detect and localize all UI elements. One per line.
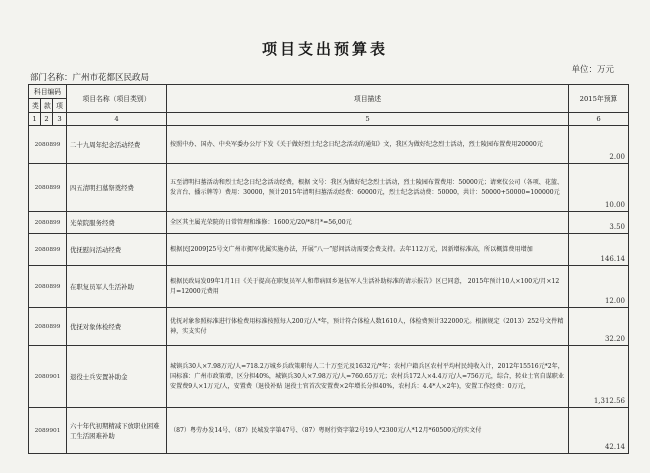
budget-header: 2015年预算: [569, 85, 629, 113]
col-number: 5: [167, 113, 569, 126]
row-name: 在职复员军人生活补助: [67, 266, 167, 308]
table-row: [29, 408, 629, 454]
row-description: 根据民[2009]25号文广州市拥军优属实施办法，开展“八一”慰问活动需要会费支持。去年112万元，因新增标准高，所以概算费用增加: [167, 234, 569, 266]
row-amount: 10.00: [569, 164, 629, 212]
sub-header: 项: [53, 99, 67, 113]
col-number: 2: [41, 113, 53, 126]
row-name: 优抚对象体检经费: [67, 308, 167, 346]
row-name: 退役士兵安置补助金: [67, 346, 167, 408]
row-amount: 146.14: [569, 234, 629, 266]
row-code: 2080899: [29, 126, 67, 164]
col-number: 1: [29, 113, 41, 126]
row-amount: 42.14: [569, 408, 629, 454]
row-code: 2080899: [29, 266, 67, 308]
row-description: （87）粤劳办发14号、（87）民城发字第47号、（87）粤财行资字第2号19人*2300元/人*12月*60500元的实文付: [167, 408, 569, 454]
row-amount: 1,312.56: [569, 346, 629, 408]
table-row: [29, 346, 629, 408]
row-description: 根据民政局发09年1月1日《关于提高在职复员军人和带病回乡退伍军人生活补助标准的请示报告》区已同意， 2015年预计10人×100元/月×12月=12000元费用: [167, 266, 569, 308]
class-header: 类: [29, 99, 41, 113]
table-row: [29, 266, 629, 308]
row-name: 光荣院服务经费: [67, 212, 167, 234]
row-code: 2080901: [29, 346, 67, 408]
col-number: 3: [53, 113, 67, 126]
row-code: 2089901: [29, 408, 67, 454]
department-label: 部门名称：广州市花都区民政局: [30, 73, 150, 83]
col-number: 4: [67, 113, 167, 126]
row-description: 五至清明扫墓活动和烈士纪念日纪念活动经费，根据 文号：我区为做好纪念烈士活动，烈士陵园布置费用：50000元；请柬仪公司（各项、花篮、发言台、播示牌等）费用：30000，预计2015年清明扫墓活动经费：60000元，烈士纪念活动费：50000，共计：50000+50000=100000元: [167, 164, 569, 212]
table-row: [29, 164, 629, 212]
table-row: [29, 126, 629, 164]
row-code: 2080899: [29, 308, 67, 346]
row-name: 六十年代初期精减下放职业困难工生活困难补助: [67, 408, 167, 454]
row-amount: 2.00: [569, 126, 629, 164]
table-row: [29, 308, 629, 346]
unit-label: 单位：万元: [571, 65, 614, 75]
table-row: [29, 212, 629, 234]
page-title: 项目支出预算表: [261, 40, 388, 58]
row-code: 2080899: [29, 164, 67, 212]
row-amount: 3.50: [569, 212, 629, 234]
col-number: 6: [569, 113, 629, 126]
desc-header: 项目描述: [167, 85, 569, 113]
row-amount: 12.00: [569, 266, 629, 308]
row-name: 优抚慰问活动经费: [67, 234, 167, 266]
code-header: 科目编码: [29, 85, 67, 99]
row-description: 城镇兵30人×7.98万元/人=718.2万城乡兵政策职每人二十万至元及1632元/*年；农村户籍兵区农村平均村民纯收入计，2012年15516元*2年，国标准：广州市政策增，区分担40%，城镇兵30人×7.98万元/人=760.65万元；农村兵172人×4.4万元/人=756万元，综合，转业士官自谋职业安置费9人×1万元/人，安置费（退役补贴 退役士官首次安置费×2年增长分担40%，农村兵：4.4*人×2年)，安置工作经费：0万元，: [167, 346, 569, 408]
row-name: 二十九周年纪念活动经费: [67, 126, 167, 164]
row-description: 全区其主属光荣院的日常管理和维修：1600元/20/*8月*=56,00元: [167, 212, 569, 234]
row-description: 按照中办、国办、中央军委办公厅下发《关于做好烈士纪念日纪念活动的通知》文，我区为做好纪念烈士活动，烈士陵园布置费用20000元: [167, 126, 569, 164]
column-number-row: [29, 113, 629, 126]
row-description: 优抚对象参照标准进行体检费用标准按照每人200元/人*年，预计符合体检人数1610人，体检费预计322000元。根据规定（2013）252号文件精神，实支实付: [167, 308, 569, 346]
header-row-1: [29, 85, 629, 99]
row-code: 2080899: [29, 212, 67, 234]
row-name: 四五清明扫墓祭奠经费: [67, 164, 167, 212]
name-header: 项目名称（项目类别）: [67, 85, 167, 113]
item-header: 款: [41, 99, 53, 113]
row-code: 2080899: [29, 234, 67, 266]
budget-table: [28, 84, 629, 454]
table-row: [29, 234, 629, 266]
row-amount: 32.20: [569, 308, 629, 346]
